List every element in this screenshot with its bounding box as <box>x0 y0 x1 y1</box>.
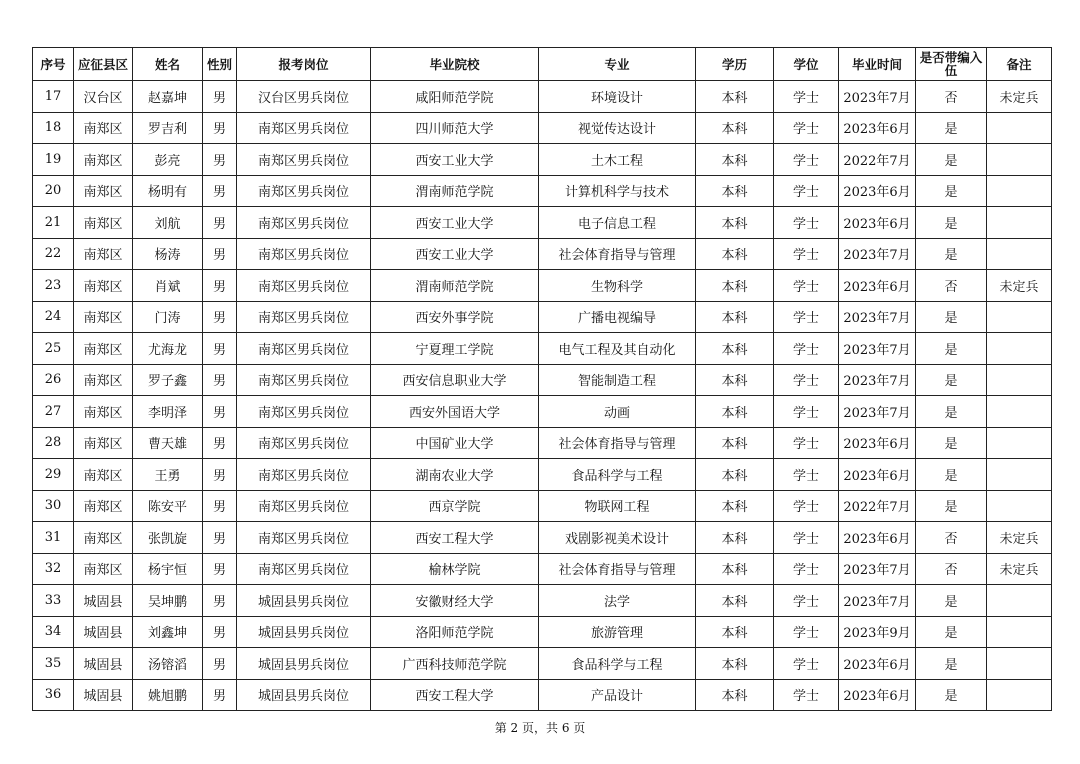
col-grad-time-cell: 2023年7月 <box>839 81 916 113</box>
col-position-cell: 城固县男兵岗位 <box>237 585 371 617</box>
table-row <box>33 553 1052 585</box>
col-major-cell: 产品设计 <box>539 679 696 711</box>
col-position-cell: 南郑区男兵岗位 <box>237 270 371 302</box>
col-major-header: 专业 <box>539 48 696 81</box>
col-position-cell: 南郑区男兵岗位 <box>237 238 371 270</box>
col-enlist-with-post-cell: 是 <box>916 364 987 396</box>
col-enlist-with-post-header: 是否带编入伍 <box>916 48 987 81</box>
col-position-cell: 南郑区男兵岗位 <box>237 175 371 207</box>
col-degree-cell: 学士 <box>774 144 839 176</box>
col-enlist-with-post-cell: 否 <box>916 81 987 113</box>
table-row <box>33 522 1052 554</box>
col-county-cell: 城固县 <box>74 616 133 648</box>
col-school-cell: 湖南农业大学 <box>371 459 539 491</box>
col-degree-level-cell: 本科 <box>696 490 774 522</box>
col-degree-cell: 学士 <box>774 490 839 522</box>
col-remark-cell <box>987 175 1052 207</box>
col-major-cell: 物联网工程 <box>539 490 696 522</box>
col-school-cell: 安徽财经大学 <box>371 585 539 617</box>
col-major-cell: 视觉传达设计 <box>539 112 696 144</box>
col-name-cell: 陈安平 <box>133 490 203 522</box>
col-name-cell: 杨宇恒 <box>133 553 203 585</box>
col-remark-cell <box>987 364 1052 396</box>
col-remark-cell <box>987 648 1052 680</box>
col-enlist-with-post-cell: 是 <box>916 648 987 680</box>
col-major-cell: 食品科学与工程 <box>539 459 696 491</box>
col-degree-cell: 学士 <box>774 679 839 711</box>
col-name-cell: 王勇 <box>133 459 203 491</box>
col-school-cell: 洛阳师范学院 <box>371 616 539 648</box>
col-county-cell: 南郑区 <box>74 522 133 554</box>
col-name-cell: 彭亮 <box>133 144 203 176</box>
col-index-cell: 19 <box>33 144 74 176</box>
col-major-cell: 旅游管理 <box>539 616 696 648</box>
col-gender-cell: 男 <box>203 364 237 396</box>
col-remark-cell <box>987 112 1052 144</box>
col-grad-time-cell: 2022年7月 <box>839 144 916 176</box>
col-county-cell: 南郑区 <box>74 333 133 365</box>
col-county-cell: 汉台区 <box>74 81 133 113</box>
col-name-header: 姓名 <box>133 48 203 81</box>
col-grad-time-cell: 2023年6月 <box>839 648 916 680</box>
col-name-cell: 罗吉利 <box>133 112 203 144</box>
col-index-cell: 32 <box>33 553 74 585</box>
col-remark-cell <box>987 207 1052 239</box>
col-position-cell: 南郑区男兵岗位 <box>237 427 371 459</box>
col-remark-cell <box>987 144 1052 176</box>
col-index-header: 序号 <box>33 48 74 81</box>
table-row <box>33 333 1052 365</box>
col-position-cell: 南郑区男兵岗位 <box>237 522 371 554</box>
col-remark-cell <box>987 301 1052 333</box>
col-index-cell: 30 <box>33 490 74 522</box>
col-grad-time-cell: 2023年6月 <box>839 175 916 207</box>
table-row <box>33 301 1052 333</box>
col-position-cell: 南郑区男兵岗位 <box>237 301 371 333</box>
col-position-cell: 南郑区男兵岗位 <box>237 459 371 491</box>
col-major-cell: 动画 <box>539 396 696 428</box>
col-county-cell: 南郑区 <box>74 144 133 176</box>
col-remark-cell <box>987 333 1052 365</box>
table-row <box>33 490 1052 522</box>
col-remark-cell <box>987 238 1052 270</box>
col-grad-time-cell: 2023年6月 <box>839 679 916 711</box>
col-school-cell: 西安工业大学 <box>371 238 539 270</box>
col-degree-level-cell: 本科 <box>696 238 774 270</box>
col-school-cell: 西安工程大学 <box>371 679 539 711</box>
col-position-cell: 南郑区男兵岗位 <box>237 396 371 428</box>
col-degree-cell: 学士 <box>774 238 839 270</box>
col-remark-cell <box>987 490 1052 522</box>
col-enlist-with-post-cell: 是 <box>916 459 987 491</box>
col-enlist-with-post-cell: 是 <box>916 585 987 617</box>
col-gender-cell: 男 <box>203 648 237 680</box>
col-index-cell: 33 <box>33 585 74 617</box>
col-gender-cell: 男 <box>203 333 237 365</box>
col-remark-cell <box>987 585 1052 617</box>
col-grad-time-header: 毕业时间 <box>839 48 916 81</box>
col-gender-cell: 男 <box>203 679 237 711</box>
col-grad-time-cell: 2023年6月 <box>839 270 916 302</box>
col-major-cell: 电气工程及其自动化 <box>539 333 696 365</box>
col-enlist-with-post-cell: 是 <box>916 616 987 648</box>
table-row <box>33 459 1052 491</box>
col-degree-cell: 学士 <box>774 585 839 617</box>
col-name-cell: 刘航 <box>133 207 203 239</box>
col-index-cell: 29 <box>33 459 74 491</box>
col-index-cell: 18 <box>33 112 74 144</box>
col-county-cell: 南郑区 <box>74 301 133 333</box>
col-index-cell: 17 <box>33 81 74 113</box>
col-position-cell: 南郑区男兵岗位 <box>237 553 371 585</box>
col-degree-cell: 学士 <box>774 648 839 680</box>
col-county-cell: 南郑区 <box>74 112 133 144</box>
col-grad-time-cell: 2023年6月 <box>839 207 916 239</box>
col-remark-cell <box>987 396 1052 428</box>
col-gender-cell: 男 <box>203 144 237 176</box>
col-enlist-with-post-cell: 是 <box>916 144 987 176</box>
col-name-cell: 肖斌 <box>133 270 203 302</box>
col-school-cell: 榆林学院 <box>371 553 539 585</box>
table-row <box>33 585 1052 617</box>
col-position-cell: 南郑区男兵岗位 <box>237 490 371 522</box>
col-county-cell: 南郑区 <box>74 175 133 207</box>
col-degree-cell: 学士 <box>774 333 839 365</box>
col-gender-cell: 男 <box>203 81 237 113</box>
col-county-cell: 南郑区 <box>74 396 133 428</box>
col-degree-cell: 学士 <box>774 459 839 491</box>
col-degree-cell: 学士 <box>774 616 839 648</box>
col-name-cell: 赵嘉坤 <box>133 81 203 113</box>
table-row <box>33 679 1052 711</box>
col-enlist-with-post-cell: 是 <box>916 238 987 270</box>
col-gender-cell: 男 <box>203 522 237 554</box>
col-position-cell: 城固县男兵岗位 <box>237 648 371 680</box>
col-grad-time-cell: 2023年6月 <box>839 112 916 144</box>
col-gender-cell: 男 <box>203 459 237 491</box>
recruit-table <box>32 47 1052 711</box>
col-degree-cell: 学士 <box>774 81 839 113</box>
col-school-header: 毕业院校 <box>371 48 539 81</box>
col-grad-time-cell: 2023年6月 <box>839 459 916 491</box>
col-school-cell: 西安工业大学 <box>371 144 539 176</box>
col-gender-cell: 男 <box>203 490 237 522</box>
col-gender-cell: 男 <box>203 585 237 617</box>
col-index-cell: 20 <box>33 175 74 207</box>
col-school-cell: 广西科技师范学院 <box>371 648 539 680</box>
col-county-cell: 城固县 <box>74 585 133 617</box>
col-position-cell: 南郑区男兵岗位 <box>237 333 371 365</box>
col-degree-level-cell: 本科 <box>696 333 774 365</box>
col-school-cell: 西安外国语大学 <box>371 396 539 428</box>
col-enlist-with-post-cell: 是 <box>916 301 987 333</box>
col-gender-cell: 男 <box>203 207 237 239</box>
col-county-cell: 南郑区 <box>74 207 133 239</box>
col-name-cell: 张凯旋 <box>133 522 203 554</box>
header-row <box>33 48 1052 81</box>
col-degree-level-cell: 本科 <box>696 648 774 680</box>
col-remark-cell: 未定兵 <box>987 81 1052 113</box>
col-major-cell: 电子信息工程 <box>539 207 696 239</box>
col-county-cell: 南郑区 <box>74 459 133 491</box>
col-name-cell: 杨明有 <box>133 175 203 207</box>
col-major-cell: 社会体育指导与管理 <box>539 553 696 585</box>
col-school-cell: 西安工程大学 <box>371 522 539 554</box>
table-body <box>33 81 1052 711</box>
col-school-cell: 渭南师范学院 <box>371 270 539 302</box>
col-major-cell: 戏剧影视美术设计 <box>539 522 696 554</box>
col-index-cell: 21 <box>33 207 74 239</box>
col-remark-cell <box>987 616 1052 648</box>
col-degree-header: 学位 <box>774 48 839 81</box>
col-degree-level-cell: 本科 <box>696 459 774 491</box>
col-gender-cell: 男 <box>203 112 237 144</box>
col-grad-time-cell: 2023年7月 <box>839 553 916 585</box>
col-county-cell: 南郑区 <box>74 427 133 459</box>
col-index-cell: 36 <box>33 679 74 711</box>
col-gender-cell: 男 <box>203 553 237 585</box>
col-grad-time-cell: 2023年7月 <box>839 333 916 365</box>
col-enlist-with-post-cell: 是 <box>916 396 987 428</box>
table-row <box>33 175 1052 207</box>
col-degree-level-cell: 本科 <box>696 301 774 333</box>
col-major-cell: 计算机科学与技术 <box>539 175 696 207</box>
col-enlist-with-post-cell: 是 <box>916 333 987 365</box>
col-school-cell: 四川师范大学 <box>371 112 539 144</box>
col-degree-cell: 学士 <box>774 553 839 585</box>
col-degree-level-cell: 本科 <box>696 616 774 648</box>
col-enlist-with-post-cell: 是 <box>916 207 987 239</box>
col-gender-cell: 男 <box>203 396 237 428</box>
col-degree-cell: 学士 <box>774 270 839 302</box>
col-degree-level-cell: 本科 <box>696 207 774 239</box>
col-degree-level-cell: 本科 <box>696 553 774 585</box>
col-gender-cell: 男 <box>203 301 237 333</box>
col-position-header: 报考岗位 <box>237 48 371 81</box>
col-county-cell: 城固县 <box>74 648 133 680</box>
col-name-cell: 杨涛 <box>133 238 203 270</box>
col-position-cell: 南郑区男兵岗位 <box>237 144 371 176</box>
col-grad-time-cell: 2023年9月 <box>839 616 916 648</box>
col-county-cell: 南郑区 <box>74 270 133 302</box>
col-gender-cell: 男 <box>203 238 237 270</box>
col-enlist-with-post-cell: 是 <box>916 175 987 207</box>
col-school-cell: 西京学院 <box>371 490 539 522</box>
col-county-cell: 城固县 <box>74 679 133 711</box>
col-degree-cell: 学士 <box>774 427 839 459</box>
table-row <box>33 396 1052 428</box>
col-school-cell: 渭南师范学院 <box>371 175 539 207</box>
col-grad-time-cell: 2023年7月 <box>839 585 916 617</box>
col-index-cell: 28 <box>33 427 74 459</box>
col-enlist-with-post-cell: 是 <box>916 490 987 522</box>
col-index-cell: 35 <box>33 648 74 680</box>
col-position-cell: 城固县男兵岗位 <box>237 679 371 711</box>
col-school-cell: 西安信息职业大学 <box>371 364 539 396</box>
col-remark-cell: 未定兵 <box>987 270 1052 302</box>
col-name-cell: 李明泽 <box>133 396 203 428</box>
col-name-cell: 罗子鑫 <box>133 364 203 396</box>
table-row <box>33 648 1052 680</box>
table-row <box>33 81 1052 113</box>
col-position-cell: 汉台区男兵岗位 <box>237 81 371 113</box>
col-index-cell: 24 <box>33 301 74 333</box>
col-school-cell: 西安工业大学 <box>371 207 539 239</box>
col-school-cell: 中国矿业大学 <box>371 427 539 459</box>
col-degree-cell: 学士 <box>774 364 839 396</box>
col-county-cell: 南郑区 <box>74 238 133 270</box>
col-county-cell: 南郑区 <box>74 364 133 396</box>
col-enlist-with-post-cell: 否 <box>916 270 987 302</box>
col-enlist-with-post-cell: 否 <box>916 522 987 554</box>
col-degree-level-cell: 本科 <box>696 270 774 302</box>
page-footer: 第 2 页，共 6 页 <box>494 721 586 735</box>
col-name-cell: 刘鑫坤 <box>133 616 203 648</box>
col-county-header: 应征县区 <box>74 48 133 81</box>
col-gender-header: 性别 <box>203 48 237 81</box>
col-position-cell: 南郑区男兵岗位 <box>237 364 371 396</box>
table-row <box>33 144 1052 176</box>
col-major-cell: 土木工程 <box>539 144 696 176</box>
col-school-cell: 西安外事学院 <box>371 301 539 333</box>
col-remark-cell <box>987 679 1052 711</box>
col-remark-cell <box>987 459 1052 491</box>
col-degree-level-header: 学历 <box>696 48 774 81</box>
table-row <box>33 207 1052 239</box>
col-enlist-with-post-cell: 是 <box>916 112 987 144</box>
col-gender-cell: 男 <box>203 270 237 302</box>
col-degree-level-cell: 本科 <box>696 175 774 207</box>
table-row <box>33 112 1052 144</box>
col-school-cell: 咸阳师范学院 <box>371 81 539 113</box>
col-name-cell: 姚旭鹏 <box>133 679 203 711</box>
col-major-cell: 智能制造工程 <box>539 364 696 396</box>
col-grad-time-cell: 2023年7月 <box>839 301 916 333</box>
col-degree-level-cell: 本科 <box>696 81 774 113</box>
col-position-cell: 南郑区男兵岗位 <box>237 112 371 144</box>
col-major-cell: 社会体育指导与管理 <box>539 427 696 459</box>
col-index-cell: 23 <box>33 270 74 302</box>
col-index-cell: 31 <box>33 522 74 554</box>
col-index-cell: 26 <box>33 364 74 396</box>
col-grad-time-cell: 2023年7月 <box>839 396 916 428</box>
col-position-cell: 南郑区男兵岗位 <box>237 207 371 239</box>
col-gender-cell: 男 <box>203 616 237 648</box>
table-row <box>33 270 1052 302</box>
col-name-cell: 尤海龙 <box>133 333 203 365</box>
col-grad-time-cell: 2023年7月 <box>839 238 916 270</box>
col-remark-cell <box>987 427 1052 459</box>
col-degree-cell: 学士 <box>774 396 839 428</box>
col-grad-time-cell: 2023年6月 <box>839 522 916 554</box>
table-row <box>33 616 1052 648</box>
col-index-cell: 34 <box>33 616 74 648</box>
col-index-cell: 25 <box>33 333 74 365</box>
col-degree-level-cell: 本科 <box>696 364 774 396</box>
col-name-cell: 吴坤鹏 <box>133 585 203 617</box>
table-row <box>33 364 1052 396</box>
col-major-cell: 社会体育指导与管理 <box>539 238 696 270</box>
col-position-cell: 城固县男兵岗位 <box>237 616 371 648</box>
table-row <box>33 427 1052 459</box>
col-degree-level-cell: 本科 <box>696 112 774 144</box>
col-major-cell: 食品科学与工程 <box>539 648 696 680</box>
col-degree-level-cell: 本科 <box>696 396 774 428</box>
col-remark-cell: 未定兵 <box>987 553 1052 585</box>
col-index-cell: 22 <box>33 238 74 270</box>
col-degree-level-cell: 本科 <box>696 679 774 711</box>
col-degree-level-cell: 本科 <box>696 585 774 617</box>
col-major-cell: 生物科学 <box>539 270 696 302</box>
col-name-cell: 曹天雄 <box>133 427 203 459</box>
col-major-cell: 环境设计 <box>539 81 696 113</box>
col-grad-time-cell: 2023年6月 <box>839 427 916 459</box>
col-degree-level-cell: 本科 <box>696 522 774 554</box>
col-major-cell: 法学 <box>539 585 696 617</box>
col-remark-header: 备注 <box>987 48 1052 81</box>
col-degree-level-cell: 本科 <box>696 427 774 459</box>
col-enlist-with-post-cell: 否 <box>916 553 987 585</box>
col-enlist-with-post-cell: 是 <box>916 427 987 459</box>
col-name-cell: 门涛 <box>133 301 203 333</box>
col-degree-cell: 学士 <box>774 301 839 333</box>
col-gender-cell: 男 <box>203 175 237 207</box>
col-degree-cell: 学士 <box>774 112 839 144</box>
col-gender-cell: 男 <box>203 427 237 459</box>
col-county-cell: 南郑区 <box>74 490 133 522</box>
col-major-cell: 广播电视编导 <box>539 301 696 333</box>
col-remark-cell: 未定兵 <box>987 522 1052 554</box>
col-name-cell: 汤镕滔 <box>133 648 203 680</box>
col-county-cell: 南郑区 <box>74 553 133 585</box>
col-grad-time-cell: 2022年7月 <box>839 490 916 522</box>
col-degree-level-cell: 本科 <box>696 144 774 176</box>
table-row <box>33 238 1052 270</box>
col-enlist-with-post-cell: 是 <box>916 679 987 711</box>
col-index-cell: 27 <box>33 396 74 428</box>
col-degree-cell: 学士 <box>774 522 839 554</box>
col-school-cell: 宁夏理工学院 <box>371 333 539 365</box>
col-degree-cell: 学士 <box>774 207 839 239</box>
col-degree-cell: 学士 <box>774 175 839 207</box>
col-grad-time-cell: 2023年7月 <box>839 364 916 396</box>
table-header <box>33 48 1052 81</box>
